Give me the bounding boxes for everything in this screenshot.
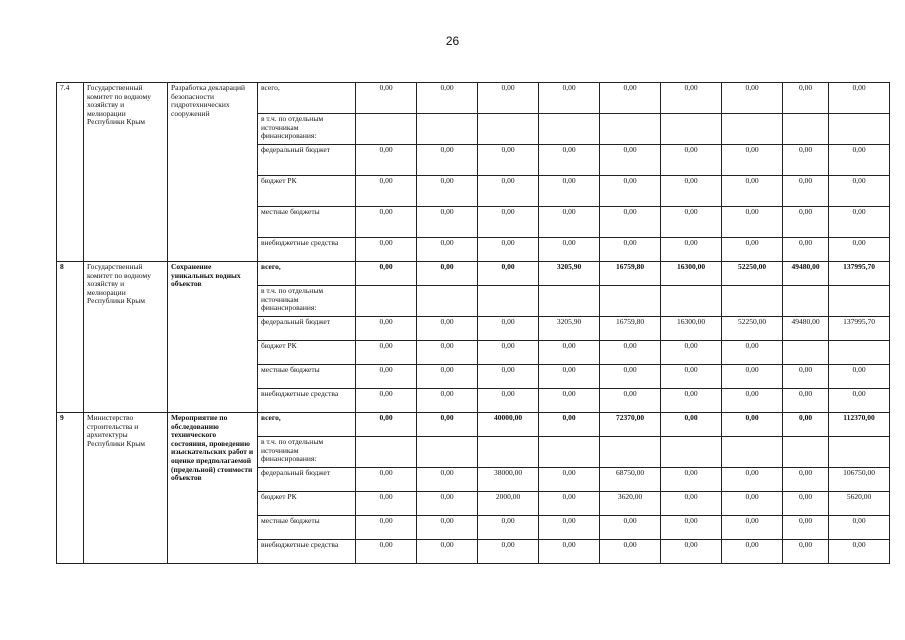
amount-cell: [356, 286, 417, 317]
amount-cell: 0,00: [356, 341, 417, 365]
amount-cell: [783, 341, 829, 365]
amount-cell: [539, 437, 600, 468]
amount-cell: [539, 286, 600, 317]
amount-cell: 0,00: [356, 389, 417, 413]
responsible-agency: Государственный комитет по водному хозяйству и мелиорации Республики Крым: [84, 262, 168, 413]
amount-cell: 16759,80: [600, 262, 661, 286]
amount-cell: 49480,00: [783, 317, 829, 341]
amount-cell: [783, 437, 829, 468]
amount-cell: 0,00: [600, 145, 661, 176]
amount-cell: [661, 437, 722, 468]
amount-cell: 0,00: [417, 317, 478, 341]
amount-cell: [478, 286, 539, 317]
amount-cell: 16300,00: [661, 262, 722, 286]
amount-cell: 0,00: [539, 176, 600, 207]
amount-cell: 16300,00: [661, 317, 722, 341]
responsible-agency: Государственный комитет по водному хозяйству и мелиорации Республики Крым: [84, 83, 168, 262]
amount-cell: [661, 114, 722, 145]
amount-cell: 112370,00: [829, 413, 890, 437]
amount-cell: 0,00: [722, 207, 783, 238]
funding-source: местные бюджеты: [258, 365, 356, 389]
amount-cell: 0,00: [722, 365, 783, 389]
amount-cell: [417, 437, 478, 468]
funding-source: федеральный бюджет: [258, 468, 356, 492]
amount-cell: 0,00: [783, 389, 829, 413]
amount-cell: 0,00: [600, 207, 661, 238]
amount-cell: 0,00: [539, 468, 600, 492]
amount-cell: 0,00: [722, 492, 783, 516]
amount-cell: 0,00: [417, 145, 478, 176]
amount-cell: 137995,70: [829, 262, 890, 286]
funding-source: федеральный бюджет: [258, 145, 356, 176]
amount-cell: 0,00: [539, 341, 600, 365]
amount-cell: 0,00: [661, 365, 722, 389]
funding-source: бюджет РК: [258, 341, 356, 365]
amount-cell: 0,00: [722, 413, 783, 437]
amount-cell: 0,00: [783, 238, 829, 262]
amount-cell: 0,00: [478, 145, 539, 176]
amount-cell: 0,00: [417, 540, 478, 564]
amount-cell: 0,00: [829, 207, 890, 238]
amount-cell: 0,00: [417, 176, 478, 207]
amount-cell: 0,00: [478, 238, 539, 262]
amount-cell: 0,00: [661, 238, 722, 262]
amount-cell: 52250,00: [722, 317, 783, 341]
amount-cell: 0,00: [417, 516, 478, 540]
funding-source: местные бюджеты: [258, 516, 356, 540]
amount-cell: 0,00: [356, 468, 417, 492]
amount-cell: [722, 286, 783, 317]
amount-cell: 0,00: [783, 83, 829, 114]
amount-cell: [600, 437, 661, 468]
amount-cell: 0,00: [539, 413, 600, 437]
amount-cell: 0,00: [417, 413, 478, 437]
amount-cell: 0,00: [539, 238, 600, 262]
amount-cell: 0,00: [783, 207, 829, 238]
amount-cell: 0,00: [356, 238, 417, 262]
amount-cell: 0,00: [722, 389, 783, 413]
amount-cell: 0,00: [356, 83, 417, 114]
amount-cell: 0,00: [539, 389, 600, 413]
item-number: 8: [57, 262, 84, 413]
funding-source: бюджет РК: [258, 176, 356, 207]
amount-cell: 0,00: [829, 365, 890, 389]
amount-cell: [478, 437, 539, 468]
amount-cell: 0,00: [722, 516, 783, 540]
amount-cell: 49480,00: [783, 262, 829, 286]
amount-cell: 0,00: [600, 176, 661, 207]
amount-cell: 0,00: [722, 176, 783, 207]
amount-cell: 0,00: [539, 145, 600, 176]
amount-cell: 0,00: [600, 540, 661, 564]
amount-cell: [356, 114, 417, 145]
amount-cell: 0,00: [600, 341, 661, 365]
funding-source: в т.ч. по отдельным источникам финансирования:: [258, 437, 356, 468]
amount-cell: 0,00: [661, 341, 722, 365]
amount-cell: [417, 114, 478, 145]
amount-cell: 0,00: [661, 207, 722, 238]
amount-cell: 0,00: [478, 516, 539, 540]
amount-cell: 38000,00: [478, 468, 539, 492]
amount-cell: [783, 286, 829, 317]
measure-name: Разработка деклараций безопасности гидротехнических сооружений: [168, 83, 258, 262]
amount-cell: 0,00: [783, 468, 829, 492]
amount-cell: 0,00: [783, 365, 829, 389]
amount-cell: 0,00: [356, 540, 417, 564]
amount-cell: [829, 341, 890, 365]
amount-cell: 0,00: [661, 176, 722, 207]
table-row: [57, 83, 890, 114]
amount-cell: [600, 114, 661, 145]
funding-source: местные бюджеты: [258, 207, 356, 238]
amount-cell: [829, 437, 890, 468]
funding-source: в т.ч. по отдельным источникам финансирования:: [258, 114, 356, 145]
amount-cell: 0,00: [417, 468, 478, 492]
amount-cell: 0,00: [722, 341, 783, 365]
amount-cell: 0,00: [478, 389, 539, 413]
funding-source: в т.ч. по отдельным источникам финансирования:: [258, 286, 356, 317]
table-row: [57, 413, 890, 437]
amount-cell: 0,00: [783, 145, 829, 176]
amount-cell: 0,00: [722, 468, 783, 492]
amount-cell: 0,00: [661, 492, 722, 516]
amount-cell: 0,00: [600, 83, 661, 114]
amount-cell: [356, 437, 417, 468]
funding-source: всего,: [258, 83, 356, 114]
funding-source: федеральный бюджет: [258, 317, 356, 341]
amount-cell: 0,00: [478, 207, 539, 238]
amount-cell: [722, 114, 783, 145]
amount-cell: 0,00: [417, 262, 478, 286]
amount-cell: [600, 286, 661, 317]
amount-cell: 0,00: [417, 83, 478, 114]
amount-cell: 0,00: [356, 413, 417, 437]
amount-cell: 52250,00: [722, 262, 783, 286]
amount-cell: 2000,00: [478, 492, 539, 516]
amount-cell: 72370,00: [600, 413, 661, 437]
amount-cell: 0,00: [478, 365, 539, 389]
amount-cell: 3205,90: [539, 317, 600, 341]
amount-cell: 0,00: [783, 516, 829, 540]
amount-cell: 0,00: [661, 413, 722, 437]
amount-cell: 0,00: [661, 516, 722, 540]
funding-source: внебюджетные средства: [258, 238, 356, 262]
funding-source: всего,: [258, 262, 356, 286]
amount-cell: 0,00: [478, 262, 539, 286]
amount-cell: 0,00: [829, 83, 890, 114]
amount-cell: [478, 114, 539, 145]
amount-cell: 0,00: [356, 317, 417, 341]
amount-cell: 0,00: [783, 176, 829, 207]
amount-cell: 0,00: [478, 317, 539, 341]
amount-cell: 0,00: [356, 365, 417, 389]
budget-table: [56, 82, 890, 564]
amount-cell: 68750,00: [600, 468, 661, 492]
amount-cell: 0,00: [539, 365, 600, 389]
amount-cell: [829, 286, 890, 317]
amount-cell: 0,00: [783, 540, 829, 564]
funding-source: внебюджетные средства: [258, 389, 356, 413]
amount-cell: 0,00: [539, 516, 600, 540]
funding-source: всего,: [258, 413, 356, 437]
amount-cell: 3205,90: [539, 262, 600, 286]
amount-cell: 0,00: [356, 516, 417, 540]
amount-cell: 0,00: [478, 540, 539, 564]
amount-cell: 0,00: [661, 83, 722, 114]
page-number: 26: [445, 34, 460, 48]
amount-cell: 0,00: [478, 341, 539, 365]
amount-cell: 0,00: [417, 389, 478, 413]
amount-cell: 0,00: [356, 492, 417, 516]
amount-cell: 0,00: [783, 492, 829, 516]
amount-cell: 0,00: [478, 176, 539, 207]
amount-cell: 0,00: [356, 207, 417, 238]
amount-cell: 0,00: [417, 341, 478, 365]
amount-cell: 16759,80: [600, 317, 661, 341]
amount-cell: 0,00: [478, 83, 539, 114]
amount-cell: 0,00: [722, 540, 783, 564]
item-number: 9: [57, 413, 84, 564]
amount-cell: 0,00: [661, 389, 722, 413]
amount-cell: 137995,70: [829, 317, 890, 341]
amount-cell: 106750,00: [829, 468, 890, 492]
amount-cell: 0,00: [829, 145, 890, 176]
amount-cell: 0,00: [661, 540, 722, 564]
amount-cell: 0,00: [356, 145, 417, 176]
measure-name: Мероприятие по обследованию технического состояния, проведению изыскательских работ и оценке предполагаемой (предельной) стоимости объектов: [168, 413, 258, 564]
amount-cell: 0,00: [539, 492, 600, 516]
amount-cell: 0,00: [722, 145, 783, 176]
measure-name: Сохранение уникальных водных объектов: [168, 262, 258, 413]
budget-table-body: [57, 83, 890, 564]
amount-cell: 0,00: [829, 389, 890, 413]
responsible-agency: Министерство строительства и архитектуры Республики Крым: [84, 413, 168, 564]
amount-cell: 0,00: [356, 262, 417, 286]
amount-cell: 0,00: [600, 238, 661, 262]
amount-cell: 40000,00: [478, 413, 539, 437]
amount-cell: 0,00: [829, 238, 890, 262]
amount-cell: [417, 286, 478, 317]
amount-cell: 0,00: [417, 365, 478, 389]
amount-cell: 0,00: [829, 540, 890, 564]
amount-cell: 0,00: [417, 207, 478, 238]
amount-cell: [829, 114, 890, 145]
amount-cell: 0,00: [722, 238, 783, 262]
amount-cell: 0,00: [600, 389, 661, 413]
amount-cell: 0,00: [829, 176, 890, 207]
amount-cell: 0,00: [539, 83, 600, 114]
table-row: [57, 262, 890, 286]
amount-cell: 0,00: [356, 176, 417, 207]
amount-cell: 0,00: [661, 145, 722, 176]
amount-cell: 0,00: [661, 468, 722, 492]
funding-source: бюджет РК: [258, 492, 356, 516]
amount-cell: 0,00: [539, 540, 600, 564]
item-number: 7.4: [57, 83, 84, 262]
amount-cell: [722, 437, 783, 468]
amount-cell: 0,00: [600, 516, 661, 540]
amount-cell: 0,00: [417, 238, 478, 262]
amount-cell: 0,00: [783, 413, 829, 437]
amount-cell: [539, 114, 600, 145]
amount-cell: 0,00: [417, 492, 478, 516]
amount-cell: 3620,00: [600, 492, 661, 516]
amount-cell: 0,00: [722, 83, 783, 114]
funding-source: внебюджетные средства: [258, 540, 356, 564]
amount-cell: 5620,00: [829, 492, 890, 516]
amount-cell: [783, 114, 829, 145]
amount-cell: 0,00: [600, 365, 661, 389]
amount-cell: [661, 286, 722, 317]
amount-cell: 0,00: [829, 516, 890, 540]
amount-cell: 0,00: [539, 207, 600, 238]
